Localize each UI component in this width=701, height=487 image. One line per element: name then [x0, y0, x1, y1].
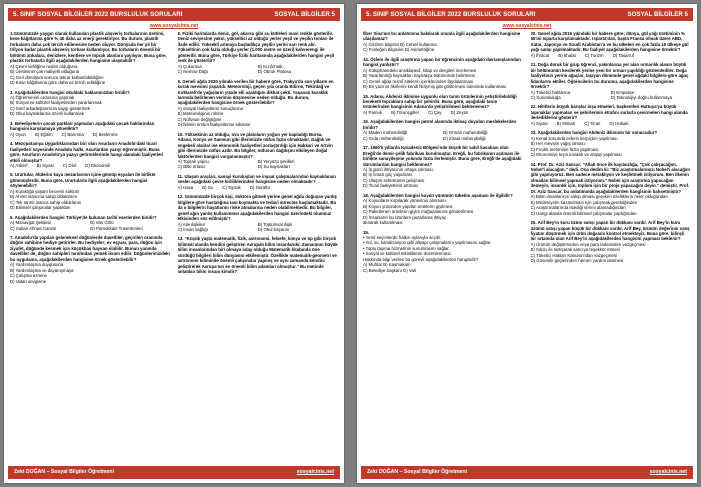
answer-options [178, 185, 339, 190]
answer-options [363, 110, 524, 115]
question-item [10, 235, 171, 284]
answer-options [363, 68, 524, 90]
question-stem: 6. Aşağıdakilerden hangisi Türkiye'de bulunan tarihî eserlerden biridir? [10, 214, 157, 220]
answer-option: A) Kütüphanedeki ansiklopedi, kitap ve dergileri incelemesi [363, 67, 477, 73]
answer-option: A) Kuraklığa yaşam becerisi sahiptir [10, 188, 80, 194]
page-header [361, 8, 693, 21]
answer-options [178, 106, 339, 128]
question-item [531, 31, 692, 58]
answer-option: D) Beslenme [92, 131, 118, 137]
answer-option: B) Empatiye [610, 89, 635, 95]
answer-options [531, 90, 692, 101]
left-page [4, 4, 344, 483]
question-item [10, 31, 171, 86]
answer-options [531, 194, 692, 216]
question-item [178, 236, 339, 274]
answer-option: B) İş fırsatı göç yaşaması [363, 172, 413, 178]
answer-options [363, 42, 524, 53]
answer-option: C) Belediye başkanı D) Vali [363, 267, 416, 273]
answer-option: A) Tüketici haklarına [530, 89, 571, 95]
answer-option: D) Tasarruf [612, 52, 634, 58]
answer-options [363, 167, 524, 189]
answer-option: D) Bilimsel çalışmalar yaptıkları [10, 205, 71, 211]
answer-option: A) Siyasi [530, 120, 548, 126]
footer-author: Zeki DOĞAN – Sosyal Bilgiler Öğretmeni [367, 469, 468, 475]
question-stem: 12. Günümüzde birçok kişi, doktora gitmek yerine genel ağda doğuşan yanlış bilgilere göre hastalığına tanı koymakta ve tedavi sürecine başlamaktadır. Bu da o bilgilerin hayatlarını riske atmalarına neden olabilmektedir. Bu bilgiler, genel ağın yanlış kullanımının aşağıdakilerden hangisi üzerindeki olumsuz etkisinden söz edilmiştir? [177, 194, 337, 222]
question-item [531, 130, 692, 157]
answer-options [10, 64, 171, 86]
answer-option: A) İş gücü ihtiyacının ortaya çıkması [363, 166, 433, 172]
question-stem: 5. Urartular, ölülerini kaya mezarlarının içine gömüp eşyaları ile birlikte gömmüşlerdir. Buna göre, Urartularla ilgili aşağıdakilerden hangisi söylenebilir? [10, 172, 156, 189]
answer-options [531, 121, 692, 126]
answer-option: D) Teknolojiyi doğru kullanmaya [610, 94, 672, 100]
answer-option: C) Genel ağda resmî sitelerin içeriklerinden faydalanması [363, 78, 474, 84]
answer-option: • Toplu taşıma hizmetinin sunulmasını sağlar. [363, 245, 450, 251]
page-footer [8, 466, 340, 479]
answer-option: B) Eğitim [34, 131, 53, 137]
question-item [363, 193, 524, 226]
site-link[interactable]: www.sosyalcinis.net [502, 23, 552, 29]
answer-option: D) Kese kâğıtlarına göre daha az tercih edildiğine [10, 80, 106, 86]
answer-option: B) Kızılırmak [257, 63, 283, 69]
answer-option: C) Bitki örtüsü [177, 164, 205, 170]
answer-option: A) Manavgat Şelalesi [10, 220, 52, 226]
answer-option: D) Bir yazının fikirlerini kendi fikriymiş gibi göstermesi ödevinde kullanması [363, 84, 507, 90]
right-column-2 [531, 31, 692, 461]
answer-option: D) Ekonomik [85, 162, 111, 168]
question-item [10, 90, 171, 117]
answer-option: B) Van Gölü [90, 220, 114, 226]
footer-author: Zeki DOĞAN – Sosyal Bilgiler Öğretmeni [14, 469, 115, 475]
answer-options [10, 220, 171, 231]
question-stem: 19. [363, 229, 370, 235]
question-stem: 17. 1960'lı yıllarda Karadeniz Bölgesi'nde küçük bir sahil kasabası olan Ereğli'de demir-çelik fabrikası kurulmuştur. Ereğli, bu fabrikanın açılması ile birlikte sanayileşme yolunda hızla ilerlemiştir. Buna göre, Ereğli'de aşağıdaki durumlardan hangisi beklenmez? [363, 145, 522, 167]
question-stem: 25. Arif Bey'in kuru üzüm satışı yapan bir dükkanı vardır. Arif Bey'in kuru üzümü satışı yapan küçük bir dükkanı vardır. Arif Bey, ürünün değerinin satış fiyatını düşürmek için ürün doğasını kontrol etmekteyiz. Buna göre, bilinçli bir ortamda olan Arif Bey'in aşağıdakilerden hangisini yapması beklenir? [530, 220, 690, 242]
answer-option: D) Su kaynakları [257, 164, 290, 170]
answer-option: C) İnsan sağlığı [177, 226, 208, 232]
question-item [10, 215, 171, 231]
answer-option: D) Ekonomiye kışın kıraklık ve ahşap yapılması [530, 152, 622, 158]
answer-options [10, 163, 171, 168]
question-stem: 20. Genel ağda 2016 yılındaki bir habere göre; dünya, gül yağı üretiminin % 65'ini Isparta karşılamaktadır. Isparta'dan, başta Fransa olmak üzere ABD, Katar, Japonya ve Suudi Arabistan'a ve bu ülkeleri en çok fazla 15 ülkeye gül yağı satışı yapılmaktadır. Bu faaliyet aşağıdakilerden hangisine örnektir? [530, 31, 689, 53]
answer-option: B) Toplumsal ilişki [257, 221, 293, 227]
left-column-1 [10, 31, 171, 461]
answer-options [363, 198, 524, 225]
answer-option: A) Koyunların kırpılarak yünlerinin alınması [363, 198, 446, 204]
answer-option: D) Vatan sevgisine [10, 278, 47, 284]
answer-option: A) Toprak yapısı [177, 158, 209, 164]
answer-option: B) İthalat [558, 52, 576, 58]
answer-option: Hakkında bilgi verilen bu görevli aşağıdakilerden hangisidir? [363, 256, 479, 262]
answer-option: D) Okul kaynaklarına özenli kullanmak [10, 111, 84, 117]
question-item [10, 172, 171, 210]
question-item [363, 145, 524, 189]
answer-option: • Sosyal ve kültürel etkinliklerin düzenlenmesi. [363, 251, 452, 257]
answer-option: D) Okul başarısı [257, 226, 290, 232]
answer-options [10, 132, 171, 137]
question-stem: 24. Prof. Dr. Aziz Sancar; "Allah önce ilk kayıtsızlığa, "Çok çalışacağım, Nobel'i alacağım." dedi. Ona dedim ki: "Biz araştırmalarımızı Nobel'i alacağım gibi yapmıyoruz. Ben sadece meraklıyım ve keşfetmek istiyorum. Ben ilkenin olmadan bilimsel yapmak istiyorum." Nobel için araştırma yapacağım demeyin, insanlık için, toplum için bir proje yapacağım deyin." demiştir. Prof. Dr. Aziz Sancar, bu anlatımında aşağıdakilerden hangisinin bahsetmiştir? [530, 161, 690, 194]
right-page [357, 4, 697, 483]
answer-option: A) Aile ilişkileri [177, 221, 206, 227]
answer-options [10, 189, 171, 211]
answer-option: A) Askerî [10, 162, 28, 168]
answer-option: D) Zeytin [450, 109, 469, 115]
answer-option: D) Hukuki [609, 120, 629, 126]
answer-options [10, 262, 171, 284]
answer-option: C) Toprak [222, 184, 241, 190]
answer-option: B) Üretiminin çok maliyetli olduğuna [10, 69, 80, 75]
answer-options [178, 222, 339, 233]
answer-option: D) Ziraat mühendisliği [443, 135, 486, 141]
answer-option: A) Maden mühendisliği [363, 130, 408, 136]
question-item [531, 62, 692, 100]
header-subject: SOSYAL BİLGİLER 5 [627, 11, 688, 18]
answer-option: C) Nemrut Dağı [177, 69, 208, 75]
answer-option: • Yerel seçimlerde halkın oylarıyla seçilir. [363, 234, 442, 240]
answer-option: C) Ticari [584, 120, 601, 126]
answer-option: B) Koyun yününden yapılan ürünlerin giyilmesi [363, 203, 453, 209]
question-item [531, 104, 692, 126]
question-stem: 13. "Küçük yaşta matematik, fizik, astronomi, felsefe, kimya ve tıp gibi birçok bilimsel alanda kendini geliştiren Avrupalı bilim insanlarıdır. Zamanının büyük bilim insanlarından biri olmaya aday olduğu Matematik kitabında öne sürdüğü bilgileri bilim dünyasını etkilemiştir. Özellikle matematik-geometri ve astronomi biliminde önemli çalışmalar yapmış ve aynı zamanda kendini geliştirerek Avrupa'nın en önemli bilim adamları olmuştur." Bu metinde anlatılan bilim insanı kimdir? [177, 236, 338, 275]
question-stem: 15. Adana, Akdeniz iklimine uygunlu olan tarım ürünlerinin yetiştirilebildiği bereketli topraklara sahip bir şehirdir. Buna göre, aşağıdaki tarım ürünlerinden hangisinin Adana'da yetiştirilmesi beklenemez? [363, 93, 517, 110]
answer-option: C) Dinî [62, 162, 77, 168]
answer-option: A) Muhtar B) Kaymakam [363, 262, 411, 268]
answer-options [178, 159, 339, 170]
question-columns [363, 31, 691, 461]
answer-option: C) Paketlenen ürünlerin giyim mağazalarına gönderilmesi [363, 209, 474, 215]
answer-option: C) Sultan Ahmet Camisi [10, 225, 57, 231]
question-item [363, 94, 524, 116]
question-item [178, 79, 339, 128]
answer-option: B) Siyasi [36, 162, 54, 168]
answer-option: C) Fındık üretiminin fazla yapılması [530, 146, 599, 152]
answer-option: A) Gözlem bilgisini B) Cetvel kullanma [363, 41, 437, 47]
answer-option: A) Pamuk [363, 109, 383, 115]
question-item [178, 132, 339, 170]
question-stem: 9. Geneli ağda 2020 yılında verilen bir habere göre, Trakya'da son yılların en kurak mevsimi yaşandı. Meteoroloji, geçen yıla oranla Edirne, Tekirdağ ve Kırklareli'de yağışların yüzde elli azaldığını dikkat çekti. Yaşanan kuraklık tarımda belirlenen verimin düşmesine neden olduğu. Bu durum, aşağıdakilerden hangisine örnek gösterilebilir? [177, 78, 334, 106]
answer-option: C) Barınma [61, 131, 84, 137]
answer-option: A) Hava [177, 184, 194, 190]
answer-option: C) Çalışma azmine [10, 273, 47, 279]
right-column-1 [363, 31, 524, 461]
question-item [10, 141, 171, 168]
footer-site-link[interactable]: sosyalcinis.net [649, 469, 687, 475]
question-columns [10, 31, 338, 461]
question-stem: 10. Yüksekinin az olduğu, ova ve platoların yoğun yer kapladığı Bursa, Adana, Konya ve Samsun gibi illerimizde nüfus fazla olmaktadır. Dağlık ve engebeli alanlar ise ekonomik faaliyetleri zorlaştırdığı için Hakkari ve Artvin gibi illerimizde nüfus azdır. Bu bilgiler, nüfusun dağılışını etkileyen doğal faktörlerden hangisi vurgulanmıştır? [177, 131, 333, 159]
header-subject: SOSYAL BİLGİLER 5 [274, 11, 335, 18]
header-title: 5. SINIF SOSYAL BİLGİLER 2022 BURSLULUK SORULARI [366, 11, 536, 18]
answer-option: B) Medeniyetin kazanılması için çalışmak gerektiğinden [530, 199, 638, 205]
question-item [363, 31, 524, 53]
answer-option: B) Turunçgiller [391, 109, 420, 115]
answer-option: B) Su [202, 184, 214, 190]
answer-option: C) Sınıf arkadaşlarımıza saygı göstermek [10, 105, 90, 111]
answer-option: • Yol, su, kanalizasyon gibi altyapı çalışmalarını yapılmasını sağlar. [363, 240, 492, 246]
answer-option: B) Orman mühendisliği [443, 130, 488, 136]
page-footer [361, 466, 693, 479]
answer-options [531, 53, 692, 58]
question-stem: 3. Belediyelerin çocuk parkları yapmaları aşağıdaki çocuk haklarından hangisini karşılamaya yöneliktir? [10, 120, 155, 132]
answer-options [363, 235, 524, 273]
answer-option: A) Çukurova [177, 63, 202, 69]
answer-option: A) Yardımlaşma duygusuna [10, 262, 64, 268]
answer-option: A) Bilim insanlarının sahip olması gereken özelliklerin neler olduğundan [530, 194, 668, 200]
answer-option: A) Çevre kirliliğine neden olduğuna [10, 63, 78, 69]
question-stem: 8. Fiziki haritalarda deniz, göl, akarsu gibi su kütleleri mavi renkle gösterilir. Deniz seviyesine yakın, yükseltisi az olduğu yerler yeşil ve yeşilin tonları ile ifade edilir. Yüksekli artmaya başladıkça yeşilin yerini sarı renk alır. Yükseltinin çok fazla olduğu yerler (1.000 metre ve üzeri) kahverengi ile gösterilir. Buna göre, Türkiye fiziki haritasında aşağıdakilerden hangisi yeşil renk ile gösterilir? [177, 31, 335, 64]
answer-option: B) Satıcı ile tartışarak satıcıya teşekkür etmesi [530, 247, 620, 253]
answer-option: B) Yardımlaşma ve dayanışmaya [10, 267, 74, 273]
question-item [531, 220, 692, 264]
question-item [178, 174, 339, 190]
answer-option: C) Tüketici Hakları Kanunu'ndan vazgeçmesi [530, 252, 617, 258]
question-item [531, 162, 692, 217]
answer-options [531, 242, 692, 264]
answer-option: alınarak kullanılması [363, 220, 403, 226]
question-stem: 21. Doğa doruk bir grup öğrenci, yakınlarına yer alan ormanlık alanın büyük bir bölümünün kesilerek yerine yeni bir orman yapıldığı gözlemlediler. Doğa faaliyetinin yerine ağaçlar, taşıyan dönemde genel ağdaki bilgilere göre ağaç fidanlarını ektiler. Öğrencilerin bu durumu, aşağıdakilerden hangisine örnektir? [530, 62, 689, 90]
left-column-2 [178, 31, 339, 461]
question-item [363, 119, 524, 141]
question-item [363, 57, 524, 90]
question-stem: 16. Aşağıdakilerden hangisi petrol alanında iktisaç duyulan meslekelerden biridir? [363, 119, 517, 130]
answer-option: B) Her mevsim yağış olması [530, 141, 585, 147]
question-stem: 7. Anadolu'da yapılan geleneksel düğünlerde davetliler, geçirilen oranında düğün sahibine hediye getirirler. Bu hediyeler; ev eşyası, para, düğün için ziyafet, düğünde kesmek için küçükbaş hayvan olabilir. Bunun yanında davetliler de, düğün sahipleri tarafından yemek ikram edilir. Düğünlerimizdeki bu uygulama, aşağıdakilerden hangisine örnek gösterilebilir? [10, 234, 170, 262]
answer-option: C) Araştırmalarında istediği verimi alamadığından [530, 205, 626, 211]
answer-option: C) Ulaşım sektörünün gelişmesi [363, 177, 425, 183]
answer-option: A) Sosyal faaliyetlerin sonuçlarına [177, 105, 243, 111]
question-stem: 4. Mezopotamya Uygarlıklarından biri olan Asurların Anadolu'daki ticari faaliyetleri sayesinde Anadolu halkı, Asurlardan yazıyı öğrenmiştir. Buna göre, Asurların Anadolu'ya yazıyı getirmelerinde hangi alandaki faaliyetleri etkili olmuştur? [10, 141, 164, 163]
header-title: 5. SINIF SOSYAL BİLGİLER 2022 BURSLULUK SORULARI [13, 11, 183, 18]
answer-options [178, 64, 339, 75]
answer-option: B) Sosyal ve kültürel faaliyetlerden yararlanmak [10, 100, 102, 106]
answer-option: C) Tek tanrılı inanca sahip olduklarını [10, 199, 82, 205]
answer-option: C) Gıda mühendisliği [363, 135, 404, 141]
answer-option: B) Yararlandığı kaynakları kaynakça bölümünde belirtmesi [363, 73, 475, 79]
answer-option: A) Öğretmenini cezasına yapmak [10, 94, 75, 100]
answer-option: C) Turizm [584, 52, 604, 58]
question-stem: 18. Aşağıdakilerden hangisi koyun yününün tüketim aşaması ile ilgilidir? [363, 192, 513, 198]
answer-option: D) Ticari faaliyetlerin artması [363, 183, 419, 189]
answer-option: C) Fesleğen bilgisine D) Asimetriğine [363, 47, 435, 53]
question-stem: 14. Özlem ile ilgili araştırma yapan bir öğrencinin aşağıdaki davranışlarından hangisi yanlıştır? [363, 56, 521, 68]
answer-options [363, 130, 524, 141]
question-stem: 22. Hititlerin büyük barışlar inşa etmeleri, başkentleri Hattuşa'ya büyük tapınaklar yapmaları ve şehirlerinin etrafını surlarla çevirmeleri hangi alanda ilerlediklerini gösterir? [530, 104, 688, 121]
answer-option: D) Güvenilir güçlerinden hemen yardım istemesi [530, 258, 624, 264]
question-item [10, 121, 171, 137]
answer-option: A) Oyun [10, 131, 26, 137]
question-item [178, 31, 339, 75]
answer-options [10, 95, 171, 117]
answer-option: C) Geri dönüşüm sonucu tekrar kullanılabildiğine [10, 74, 104, 80]
answer-option: D) Hangi alanda önemli bilimsel çalışmalar yaptığından [530, 210, 637, 216]
answer-option: A) Ürünün değiştirmeden veya para iadesinden vazgeçmesi [530, 241, 646, 247]
question-stem: 2. Aşağıdakilerden hangisi okuldaki haklarımızdan biridir? [10, 89, 130, 95]
answer-option: D) İnsanların bu ürünlere pazarlama ihtiyaç [363, 214, 447, 220]
answer-option: B) Ahiret inancına sahip olduklarını [10, 194, 78, 200]
question-stem: 23. Aşağıdakilerden hangisi Akdeniz ikliminin bir sonucudur? [530, 130, 658, 136]
answer-option: C) Çay [428, 109, 442, 115]
answer-option: B) Yeryüzü şekilleri [257, 158, 295, 164]
answer-option: C) Nüfusun değiştiğine [177, 116, 222, 122]
answer-option: D) Pamukkale Travertenleri [90, 225, 143, 231]
answer-option: D) Gürültü [249, 184, 270, 190]
question-stem: İlber Sina'nın bu anlatımına bakılarak onunla ilgili aşağıdakilerden hangisine ulaşılamaz? [363, 31, 521, 42]
answer-option: B) Mimari [556, 120, 576, 126]
site-link[interactable]: www.sosyalcinis.net [149, 23, 199, 29]
question-item [363, 230, 524, 274]
answer-option: A) İhracat [530, 52, 550, 58]
answer-option: B) Meteorolojinin rolüne [177, 111, 224, 117]
answer-option: D) İklimin üretim faaliyetlerine etkisine [177, 122, 251, 128]
question-stem: 1.Günümüzde yaygın olarak kullanılan plastik alışveriş torbalarının üretimi, kese kâğıtlarına göre % 40 daha az enerji gerektiriyor. Bu durum, plastik torbaların daha çok tercih edilmesine neden oluyor. Dünyada her yıl bir trilyon kadar plastik alışveriş torbası kullanılıyor. Bu torbaların önemli bir bölümü atıkalara, denizlere, kentlere ve toprak alanlara yayılıyor. Buna göre, plastik torbalarla ilgili aşağıdakilerden hangisine ulaşılabilir? [10, 31, 167, 64]
question-stem: 11. Ulaşım araçları, sanayi kuruluşları ve inşaat çalışmalarından kaynaklanan sesler aşağıdaki çevre kirliliklerinden hangisine neden olmaktadır? [177, 173, 336, 185]
answer-option: D) Obruk Platosu [257, 69, 292, 75]
footer-site-link[interactable]: sosyalcinis.net [296, 469, 334, 475]
answer-option: A) Kenal sonunda evlerin kerpiçten yapılması [530, 135, 618, 141]
page-header [8, 8, 340, 21]
question-item [178, 194, 339, 232]
answer-options [531, 136, 692, 158]
answer-option: C) Sorumluluğa [530, 94, 561, 100]
